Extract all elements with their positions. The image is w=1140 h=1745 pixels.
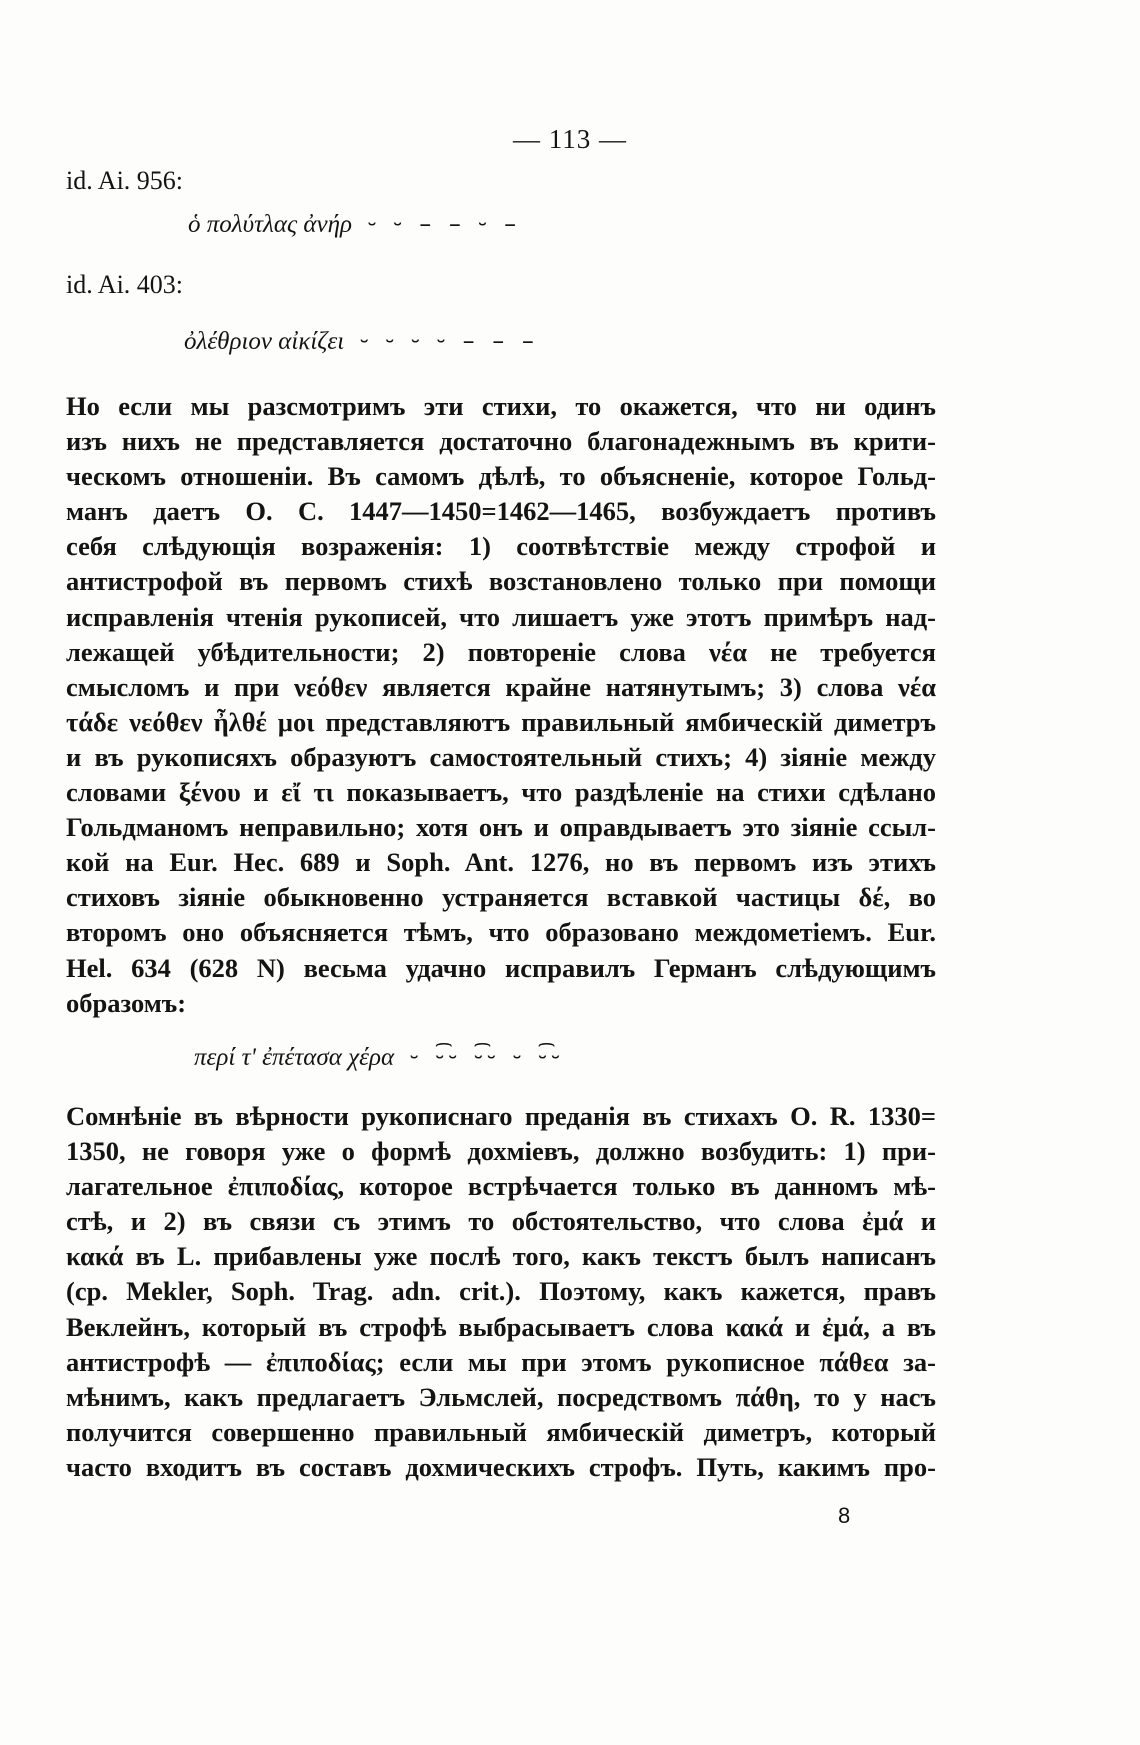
greek-verse (194, 1043, 565, 1072)
signature-mark: 8 (838, 1503, 851, 1528)
text-line: образомъ: (66, 987, 187, 1018)
greek-text: περί τ' ἐπέτασα χέρα (194, 1044, 395, 1071)
text-line: Hel. 634 (628 N) весьма удачно исправилъ Германъ слѣдующимъ (66, 952, 936, 983)
text-line: лежащей убѣдительности; 2) повтореніе слова νέα не требуется (66, 636, 936, 667)
text-line: смысломъ и при νεόθεν является крайне натянутымъ; 3) слова νέα (66, 671, 936, 702)
text-line: часто входитъ въ составъ дохмическихъ строфъ. Путь, какимъ про- (66, 1451, 936, 1482)
meter-scheme: ⏑ ⏑͡⏑ ⏑͡⏑ ⏑ ⏑͡⏑ (410, 1043, 565, 1071)
text-line: словами ξένου и εἴ τι показываетъ, что раздѣленіе на стихи сдѣлано (66, 777, 936, 808)
text-line: κακά въ L. прибавлены уже послѣ того, какъ текстъ былъ написанъ (66, 1241, 936, 1272)
text-line: Веклейнъ, который въ строфѣ выбрасываетъ слова κακά и ἐμά, а въ (66, 1311, 936, 1342)
meter-scheme: ⏑ ⏑ – – ⏑ – (368, 210, 522, 238)
text-line: ческомъ отношеніи. Въ самомъ дѣлѣ, то объясненіе, которое Гольд- (66, 461, 936, 492)
text-line: стиховъ зіяніе обыкновенно устраняется вставкой частицы δέ, во (66, 882, 936, 913)
text-line: кой на Eur. Hec. 689 и Soph. Ant. 1276, но въ первомъ изъ этихъ (66, 847, 936, 878)
text-line: Сомнѣніе въ вѣрности рукописнаго преданія въ стихахъ О. R. 1330= (66, 1101, 936, 1131)
text-line: антистрофѣ — ἐπιποδίας; если мы при этомъ рукописное πάθεα за- (66, 1346, 936, 1377)
text-line: себя слѣдующія возраженія: 1) соотвѣтствіе между строфой и (66, 531, 936, 562)
text-line: антистрофой въ первомъ стихѣ возстановлено только при помощи (66, 566, 936, 597)
text-line: лагательное ἐπιποδίας, которое встрѣчается только въ данномъ мѣ- (66, 1171, 936, 1202)
text-line: второмъ оно объясняется тѣмъ, что образовано междометіемъ. Eur. (66, 917, 936, 948)
text-line: манъ даетъ О. С. 1447—1450=1462—1465, возбуждаетъ противъ (66, 496, 936, 527)
text-line: 1350, не говоря уже о формѣ дохміевъ, должно возбудить: 1) при- (66, 1136, 936, 1167)
text-line: мѣнимъ, какъ предлагаетъ Эльмслей, посредствомъ πάθη, то у насъ (66, 1381, 936, 1412)
greek-text: ὁ πολύτλας ἀνήρ (188, 211, 352, 238)
text-line: получится совершенно правильный ямбическій диметръ, который (66, 1416, 936, 1447)
reference-label: id. Ai. 403: (66, 270, 184, 299)
greek-verse (184, 327, 539, 356)
text-line: Гольдманомъ неправильно; хотя онъ и оправдываетъ это зіяніе ссыл- (66, 812, 936, 843)
text-line: и въ рукописяхъ образуютъ самостоятельный стихъ; 4) зіяніе между (66, 741, 936, 772)
text-line: исправленія чтенія рукописей, что лишаетъ уже этотъ примѣръ над- (66, 601, 936, 632)
page-number: — 113 — (513, 124, 627, 154)
text-line: стѣ, и 2) въ связи съ этимъ то обстоятельство, что слова ἐμά и (66, 1206, 936, 1237)
text-line: (ср. Mekler, Soph. Trag. adn. crit.). Поэтому, какъ кажется, правъ (66, 1276, 936, 1307)
paragraph-main (66, 389, 936, 1021)
meter-scheme: ⏑ ⏑ ⏑ ⏑ – – – (360, 327, 539, 355)
reference-label: id. Ai. 956: (66, 166, 184, 195)
text-line: Но если мы разсмотримъ эти стихи, то окажется, что ни одинъ (66, 391, 936, 421)
greek-verse (188, 210, 521, 239)
greek-text: ὀλέθριον αἰκίζει (184, 328, 345, 355)
text-line: τάδε νεόθεν ἦλθέ μοι представляютъ правильный ямбическій диметръ (66, 706, 936, 737)
text-line: изъ нихъ не представляется достаточно благонадежнымъ въ крити- (66, 426, 936, 457)
paragraph-second (66, 1099, 936, 1485)
